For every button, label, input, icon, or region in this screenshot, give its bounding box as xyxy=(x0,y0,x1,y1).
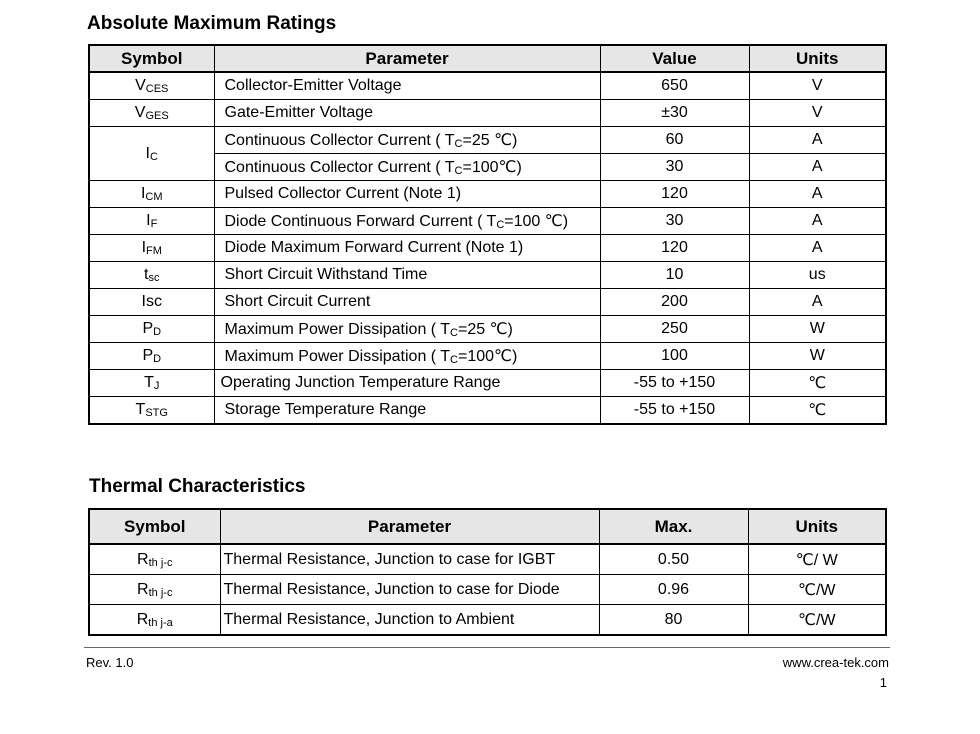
header-max: Max. xyxy=(599,509,748,544)
value-cell: 250 xyxy=(600,316,749,343)
thermal-title: Thermal Characteristics xyxy=(89,476,306,497)
value-cell: 100 xyxy=(600,343,749,370)
amr-title: Absolute Maximum Ratings xyxy=(87,13,337,34)
footer-divider xyxy=(84,647,890,648)
table-row xyxy=(89,127,886,154)
unit-cell: A xyxy=(749,235,886,262)
unit-cell: A xyxy=(749,181,886,208)
parameter-cell: Collector-Emitter Voltage xyxy=(214,72,600,100)
table-row xyxy=(89,575,886,605)
unit-cell: us xyxy=(749,262,886,289)
value-cell: 120 xyxy=(600,235,749,262)
table-row xyxy=(89,208,886,235)
parameter-cell: Maximum Power Dissipation ( $T_C=25$ ℃) xyxy=(214,316,600,343)
symbol-cell: $I_{CM}$ xyxy=(89,181,214,208)
unit-cell: ℃/ W xyxy=(748,544,886,575)
parameter-cell: Thermal Resistance, Junction to case for IGBT xyxy=(220,544,599,575)
unit-cell: V xyxy=(749,100,886,127)
table-header-row xyxy=(89,509,886,544)
value-cell: 0.50 xyxy=(599,544,748,575)
header-value: Value xyxy=(600,45,749,72)
parameter-cell: Gate-Emitter Voltage xyxy=(214,100,600,127)
value-cell: 650 xyxy=(600,72,749,100)
symbol-cell: $R_{th j-c}$ xyxy=(89,544,220,575)
table-row xyxy=(89,235,886,262)
symbol-cell: $R_{th j-a}$ xyxy=(89,605,220,636)
symbol-cell: $P_D$ xyxy=(89,316,214,343)
unit-cell: ℃/W xyxy=(748,575,886,605)
unit-cell: V xyxy=(749,72,886,100)
header-parameter: Parameter xyxy=(214,45,600,72)
revision-label: Rev. 1.0 xyxy=(86,655,134,670)
header-symbol: Symbol xyxy=(89,45,214,72)
table-row xyxy=(89,72,886,100)
header-units: Units xyxy=(749,45,886,72)
page-number: 1 xyxy=(879,675,887,690)
website-label: www.crea-tek.com xyxy=(782,655,889,670)
parameter-cell: Diode Maximum Forward Current (Note 1) xyxy=(214,235,600,262)
table-row xyxy=(89,544,886,575)
parameter-cell: Thermal Resistance, Junction to case for Diode xyxy=(220,575,599,605)
header-parameter: Parameter xyxy=(220,509,599,544)
symbol-cell: $T_{STG}$ xyxy=(89,397,214,425)
parameter-cell: Short Circuit Current xyxy=(214,289,600,316)
unit-cell: W xyxy=(749,343,886,370)
value-cell: 0.96 xyxy=(599,575,748,605)
unit-cell: W xyxy=(749,316,886,343)
table-row xyxy=(89,100,886,127)
table-row xyxy=(89,262,886,289)
table-header-row xyxy=(89,45,886,72)
table-row xyxy=(89,181,886,208)
table-row xyxy=(89,316,886,343)
symbol-cell: $I_C$ xyxy=(89,127,214,181)
value-cell: -55 to +150 xyxy=(600,370,749,397)
parameter-cell: Continuous Collector Current ( $T_C=25$ ℃) xyxy=(214,127,600,154)
unit-cell: A xyxy=(749,289,886,316)
value-cell: 60 xyxy=(600,127,749,154)
symbol-cell: $V_{GES}$ xyxy=(89,100,214,127)
table-row xyxy=(89,397,886,425)
symbol-cell: $I_{FM}$ xyxy=(89,235,214,262)
value-cell: 120 xyxy=(600,181,749,208)
symbol-cell: $I_F$ xyxy=(89,208,214,235)
unit-cell: A xyxy=(749,208,886,235)
unit-cell: A xyxy=(749,127,886,154)
unit-cell: ℃ xyxy=(749,397,886,425)
value-cell: -55 to +150 xyxy=(600,397,749,425)
header-units: Units xyxy=(748,509,886,544)
absolute-maximum-ratings-table xyxy=(88,44,887,425)
parameter-cell: Diode Continuous Forward Current ( $T_C=100$ ℃) xyxy=(214,208,600,235)
parameter-cell: Continuous Collector Current ( $T_C=100℃$) xyxy=(214,154,600,181)
symbol-cell: $P_D$ xyxy=(89,343,214,370)
symbol-cell: $T_J$ xyxy=(89,370,214,397)
value-cell: ±30 xyxy=(600,100,749,127)
parameter-cell: Thermal Resistance, Junction to Ambient xyxy=(220,605,599,636)
header-symbol: Symbol xyxy=(89,509,220,544)
value-cell: 30 xyxy=(600,208,749,235)
table-row xyxy=(89,370,886,397)
symbol-cell: $V_{CES}$ xyxy=(89,72,214,100)
parameter-cell: Short Circuit Withstand Time xyxy=(214,262,600,289)
value-cell: 200 xyxy=(600,289,749,316)
parameter-cell: Operating Junction Temperature Range xyxy=(214,370,600,397)
table-row xyxy=(89,343,886,370)
symbol-cell: Isc xyxy=(89,289,214,316)
table-row xyxy=(89,289,886,316)
table-row xyxy=(89,605,886,636)
value-cell: 10 xyxy=(600,262,749,289)
value-cell: 80 xyxy=(599,605,748,636)
parameter-cell: Maximum Power Dissipation ( $T_C=100℃$) xyxy=(214,343,600,370)
unit-cell: A xyxy=(749,154,886,181)
symbol-cell: $R_{th j-c}$ xyxy=(89,575,220,605)
symbol-cell: $t_{sc}$ xyxy=(89,262,214,289)
unit-cell: ℃ xyxy=(749,370,886,397)
unit-cell: ℃/W xyxy=(748,605,886,636)
parameter-cell: Pulsed Collector Current (Note 1) xyxy=(214,181,600,208)
thermal-characteristics-table xyxy=(88,508,887,636)
parameter-cell: Storage Temperature Range xyxy=(214,397,600,425)
value-cell: 30 xyxy=(600,154,749,181)
